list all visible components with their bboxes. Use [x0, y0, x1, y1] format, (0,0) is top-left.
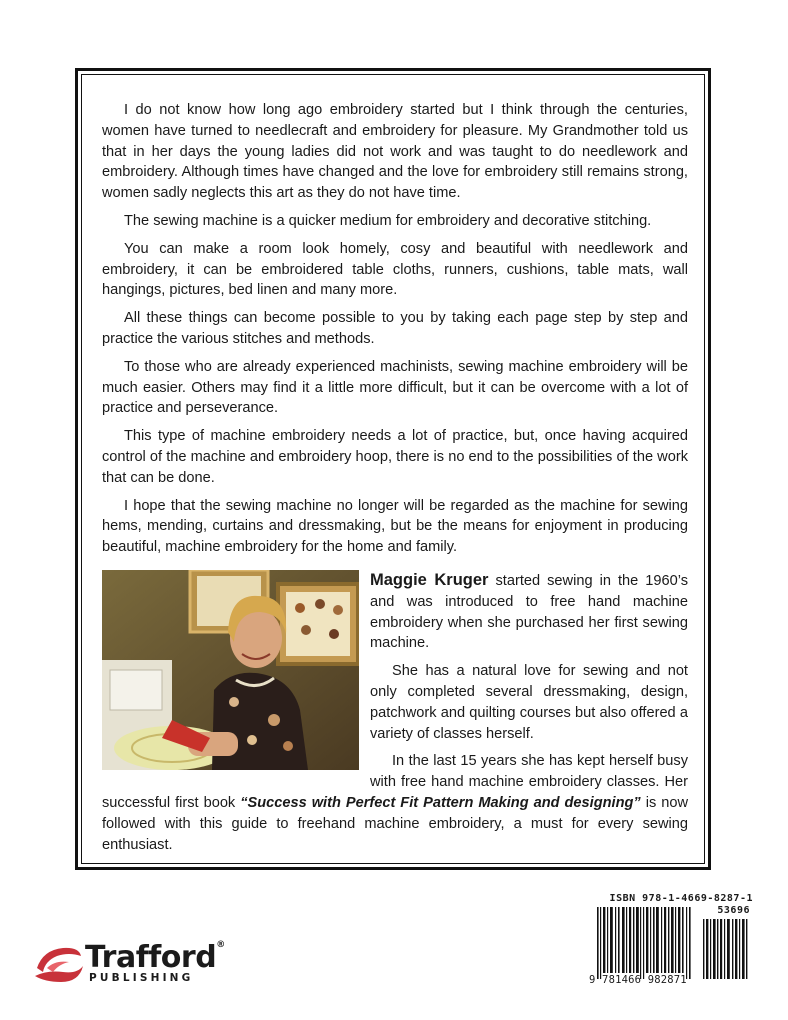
blurb-paragraph-3: You can make a room look homely, cosy and beautiful with needlework and embroidery, it can be embroidered table cloths, runners, cushions, table mats, wall hangings, pictures, bed linen and many more.: [102, 240, 688, 299]
bio-paragraph-3-start: In the last 15 years she has kept herself busy with free hand machine embroidery classes. Her successful first book: [102, 753, 688, 811]
book-title: “Success with Perfect Fit Pattern Making and designing”: [240, 794, 641, 811]
blurb-paragraph-7: I hope that the sewing machine no longer will be regarded as the machine for sewing hems, mending, curtains and dressmaking, but be the means for enjoyment in producing beautiful, machine embroidery for the home and family.: [102, 497, 688, 556]
isbn-barcode: [589, 893, 753, 989]
bio-paragraph-1: started sewing in the 1960’s and was introduced to free hand machine embroidery when she purchased her first sewing machine.: [370, 573, 688, 652]
isbn-number: ISBN 978-1-4669-8287-1: [609, 893, 753, 904]
author-name: Maggie Kruger: [370, 571, 489, 589]
barcode-digits: 9 781466 982871: [589, 974, 687, 986]
publisher-tagline: PUBLISHING: [89, 972, 194, 984]
registered-mark: ®: [216, 940, 225, 950]
back-cover-blurb: [102, 100, 688, 565]
blurb-paragraph-2: The sewing machine is a quicker medium for embroidery and decorative stitching.: [124, 212, 652, 229]
author-photo-illustration: [102, 570, 359, 770]
blurb-paragraph-4: All these things can become possible to you by taking each page step by step and practice the various stitches and methods.: [102, 310, 688, 347]
author-photo: [102, 570, 359, 770]
bio-paragraph-3-end: is now followed with this guide to freehand machine embroidery, a must for every sewing enthusiast.: [102, 794, 688, 853]
trafford-publishing-logo: [33, 942, 223, 988]
blurb-paragraph-5: To those who are already experienced machinists, sewing machine embroidery will be much easier. Others may find it a little more difficult, but it can be overcome with a lot of practice and perseverance.: [102, 358, 688, 417]
blurb-paragraph-1: I do not know how long ago embroidery started but I think through the centuries, women have turned to needlecraft and embroidery for pleasure. My Grandmother told us that in her days the young ladies did not work and was taught to do needlework and embroidery. Although times have changed and the love for embroidery still remains strong, women sadly neglects this art as they do not have time.: [102, 102, 688, 202]
price-addon-code: 53696: [717, 905, 750, 916]
bio-paragraph-2: She has a natural love for sewing and not only completed several dressmaking, design, patchwork and quilting courses but also offered a variety of classes herself.: [370, 663, 688, 742]
blurb-paragraph-6: This type of machine embroidery needs a lot of practice, but, once having acquired control of the machine and embroidery hoop, there is no end to the possibilities of the work that can be done.: [102, 428, 688, 486]
author-bio: [102, 570, 688, 862]
publisher-name: Trafford: [85, 940, 217, 975]
trafford-swirl-icon: [33, 942, 85, 988]
